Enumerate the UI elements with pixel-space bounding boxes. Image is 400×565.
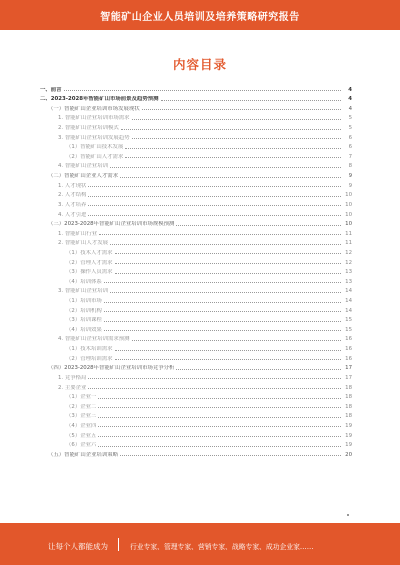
toc-entry-page: 15 — [345, 326, 352, 333]
toc-leader-dots — [115, 359, 341, 360]
toc-entry-page: 14 — [345, 307, 352, 314]
toc-entry-title: 2. 智能矿山企业培训模式 — [58, 125, 119, 132]
toc-entry[interactable] — [40, 150, 352, 160]
toc-entry-page: 10 — [345, 211, 352, 218]
toc-entry-title: 4. 智能矿山企业培训 — [58, 163, 108, 170]
toc-entry-page: 19 — [345, 422, 352, 429]
toc-entry-title: 2. 智能矿山人才发展 — [58, 240, 108, 247]
toc-entry-title: 3. 人才培养 — [58, 201, 87, 208]
toc-entry-title: （2）管理培训需求 — [66, 355, 113, 362]
toc-entry[interactable] — [40, 246, 352, 256]
toc-entry-title: 一、前言 — [40, 86, 62, 93]
toc-entry-title: （3）操作人员需求 — [66, 269, 113, 276]
table-of-contents — [40, 83, 352, 458]
toc-entry-title: （三）2023-2028年智能矿山企业培训市场规模预测 — [48, 221, 175, 228]
toc-entry-page: 17 — [345, 374, 352, 381]
report-title: 智能矿山企业人员培训及培养策略研究报告 — [100, 12, 300, 23]
toc-entry-page: 10 — [345, 192, 352, 199]
toc-entry-title: 1. 智能矿山企业培训市场需求 — [58, 115, 130, 122]
toc-entry-page: 18 — [345, 403, 352, 410]
toc-entry-title: （1）技术人才需求 — [66, 249, 113, 256]
toc-leader-dots — [121, 129, 341, 130]
toc-entry[interactable] — [40, 342, 352, 352]
toc-leader-dots — [110, 292, 341, 293]
toc-entry-page: 16 — [345, 336, 352, 343]
toc-leader-dots — [104, 311, 341, 312]
toc-entry[interactable] — [40, 208, 352, 218]
toc-leader-dots — [161, 100, 342, 101]
toc-entry-title: 3. 智能矿山企业培训发展趋势 — [58, 134, 130, 141]
toc-leader-dots — [88, 186, 341, 187]
toc-entry-title: 1. 智能矿山行业 — [58, 230, 98, 237]
toc-entry-page: 18 — [345, 413, 352, 420]
toc-entry-page: 7 — [348, 153, 352, 160]
toc-entry-page: 17 — [345, 365, 352, 372]
toc-leader-dots — [115, 253, 341, 254]
toc-entry[interactable] — [40, 112, 352, 122]
footer-band — [0, 523, 400, 565]
toc-entry-page: 18 — [345, 394, 352, 401]
toc-entry-page: 18 — [345, 384, 352, 391]
toc-entry-title: （二）智能矿山企业人才需求 — [48, 173, 119, 180]
toc-entry-title: （一）智能矿山企业培训市场发展现状 — [48, 105, 140, 112]
toc-leader-dots — [115, 350, 341, 351]
toc-leader-dots — [98, 398, 341, 399]
toc-entry-page: 10 — [345, 221, 352, 228]
toc-entry[interactable] — [40, 189, 352, 199]
toc-entry[interactable] — [40, 227, 352, 237]
header-band — [0, 0, 400, 30]
page-marker — [347, 514, 349, 516]
toc-entry[interactable] — [40, 131, 352, 141]
toc-entry[interactable] — [40, 121, 352, 131]
toc-leader-dots — [98, 436, 341, 437]
toc-entry-page: 16 — [345, 355, 352, 362]
toc-entry-page: 13 — [345, 269, 352, 276]
toc-entry-page: 4 — [348, 105, 352, 112]
toc-leader-dots — [88, 388, 341, 389]
toc-leader-dots — [132, 340, 341, 341]
toc-entry-page: 5 — [348, 115, 352, 122]
toc-entry-title: （2）培训机构 — [66, 307, 102, 314]
toc-entry[interactable] — [40, 362, 352, 372]
toc-entry-title: （4）培训效果 — [66, 326, 102, 333]
toc-entry[interactable] — [40, 419, 352, 429]
toc-entry[interactable] — [40, 285, 352, 295]
toc-entry-page: 6 — [348, 134, 352, 141]
toc-entry-title: 4. 人才引进 — [58, 211, 87, 218]
toc-leader-dots — [120, 455, 341, 456]
toc-entry-title: （3）企业三 — [66, 413, 97, 420]
toc-entry-page: 16 — [345, 346, 352, 353]
toc-leader-dots — [98, 446, 341, 447]
toc-entry[interactable] — [40, 304, 352, 314]
toc-leader-dots — [88, 205, 341, 206]
toc-leader-dots — [99, 234, 341, 235]
toc-entry-page: 9 — [348, 173, 352, 180]
toc-entry-page: 4 — [348, 96, 352, 103]
toc-entry[interactable] — [40, 169, 352, 179]
toc-leader-dots — [120, 177, 341, 178]
toc-leader-dots — [132, 119, 341, 120]
toc-entry[interactable] — [40, 381, 352, 391]
toc-entry[interactable] — [40, 294, 352, 304]
toc-entry[interactable] — [40, 266, 352, 276]
toc-entry-title: （4）企业四 — [66, 422, 97, 429]
toc-entry-title: （2）智能矿山人才需求 — [66, 153, 124, 160]
toc-heading: 内容目录 — [172, 57, 227, 72]
toc-entry-page: 11 — [345, 240, 352, 247]
toc-entry-page: 14 — [345, 298, 352, 305]
toc-entry-title: （6）企业六 — [66, 442, 97, 449]
toc-entry[interactable] — [40, 400, 352, 410]
toc-entry[interactable] — [40, 352, 352, 362]
toc-leader-dots — [176, 369, 341, 370]
toc-leader-dots — [115, 273, 341, 274]
toc-entry-page: 8 — [348, 163, 352, 170]
toc-entry-title: （1）培训市场 — [66, 298, 102, 305]
toc-entry-title: （1）智能矿山技术发展 — [66, 144, 124, 151]
toc-leader-dots — [115, 263, 341, 264]
toc-entry-title: （2）企业二 — [66, 403, 97, 410]
toc-entry[interactable] — [40, 198, 352, 208]
toc-leader-dots — [125, 148, 341, 149]
toc-entry-page: 4 — [348, 86, 352, 93]
toc-leader-dots — [88, 215, 341, 216]
toc-entry-title: 2. 主要企业 — [58, 384, 87, 391]
toc-entry[interactable] — [40, 256, 352, 266]
toc-entry-title: （四）2023-2028年智能矿山企业培训市场竞争分析 — [48, 365, 175, 372]
toc-entry-title: （5）企业五 — [66, 432, 97, 439]
toc-leader-dots — [104, 330, 341, 331]
toc-leader-dots — [64, 90, 341, 91]
toc-entry-page: 6 — [348, 144, 352, 151]
toc-entry-title: 4. 智能矿山企业培训需求预测 — [58, 336, 130, 343]
toc-entry-title: （1）技术培训需求 — [66, 346, 113, 353]
toc-entry[interactable] — [40, 371, 352, 381]
toc-entry[interactable] — [40, 237, 352, 247]
toc-entry-page: 15 — [345, 317, 352, 324]
toc-leader-dots — [104, 282, 341, 283]
toc-entry[interactable] — [40, 391, 352, 401]
toc-entry[interactable] — [40, 102, 352, 112]
toc-entry-title: （1）企业一 — [66, 394, 97, 401]
toc-leader-dots — [98, 407, 341, 408]
toc-entry-page: 11 — [345, 230, 352, 237]
toc-entry[interactable] — [40, 439, 352, 449]
toc-entry-page: 12 — [345, 249, 352, 256]
toc-entry-page: 19 — [345, 442, 352, 449]
toc-entry[interactable] — [40, 448, 352, 458]
toc-entry[interactable] — [40, 83, 352, 93]
toc-entry-page: 5 — [348, 125, 352, 132]
toc-entry-page: 10 — [345, 201, 352, 208]
toc-leader-dots — [110, 167, 341, 168]
toc-entry[interactable] — [40, 160, 352, 170]
toc-entry-title: 二、2023-2028年智能矿山市场前景及趋势预测 — [40, 96, 159, 103]
toc-leader-dots — [176, 225, 341, 226]
toc-leader-dots — [132, 138, 341, 139]
toc-leader-dots — [125, 157, 341, 158]
toc-leader-dots — [110, 244, 341, 245]
toc-leader-dots — [98, 426, 341, 427]
toc-leader-dots — [142, 109, 341, 110]
toc-entry-title: （五）智能矿山企业培训策略 — [48, 451, 119, 458]
toc-entry[interactable] — [40, 323, 352, 333]
toc-entry[interactable] — [40, 429, 352, 439]
toc-entry[interactable] — [40, 93, 352, 103]
toc-entry-title: 2. 人才结构 — [58, 192, 87, 199]
toc-entry-page: 20 — [345, 451, 352, 458]
toc-entry-title: （3）培训课程 — [66, 317, 102, 324]
toc-leader-dots — [104, 321, 341, 322]
toc-entry-page: 9 — [348, 182, 352, 189]
toc-entry-title: 1. 竞争格局 — [58, 374, 87, 381]
footer-divider — [118, 538, 119, 551]
footer-slogan: 让每个人都能成为 — [48, 542, 108, 551]
toc-entry[interactable] — [40, 314, 352, 324]
toc-entry[interactable] — [40, 218, 352, 228]
toc-entry-title: 1. 人才现状 — [58, 182, 87, 189]
toc-entry-page: 12 — [345, 259, 352, 266]
toc-entry[interactable] — [40, 410, 352, 420]
toc-leader-dots — [104, 302, 341, 303]
toc-entry[interactable] — [40, 141, 352, 151]
toc-leader-dots — [88, 196, 341, 197]
toc-entry[interactable] — [40, 179, 352, 189]
toc-entry-title: （4）培训体系 — [66, 278, 102, 285]
toc-entry-title: （2）管理人才需求 — [66, 259, 113, 266]
toc-leader-dots — [98, 417, 341, 418]
toc-entry-page: 19 — [345, 432, 352, 439]
toc-leader-dots — [88, 378, 341, 379]
toc-entry[interactable] — [40, 275, 352, 285]
toc-entry-page: 14 — [345, 288, 352, 295]
toc-entry[interactable] — [40, 333, 352, 343]
footer-tags: 行业专家、管理专家、营销专家、战略专家、成功企业家…… — [130, 543, 314, 551]
toc-entry-page: 13 — [345, 278, 352, 285]
toc-entry-title: 3. 智能矿山企业培训 — [58, 288, 108, 295]
